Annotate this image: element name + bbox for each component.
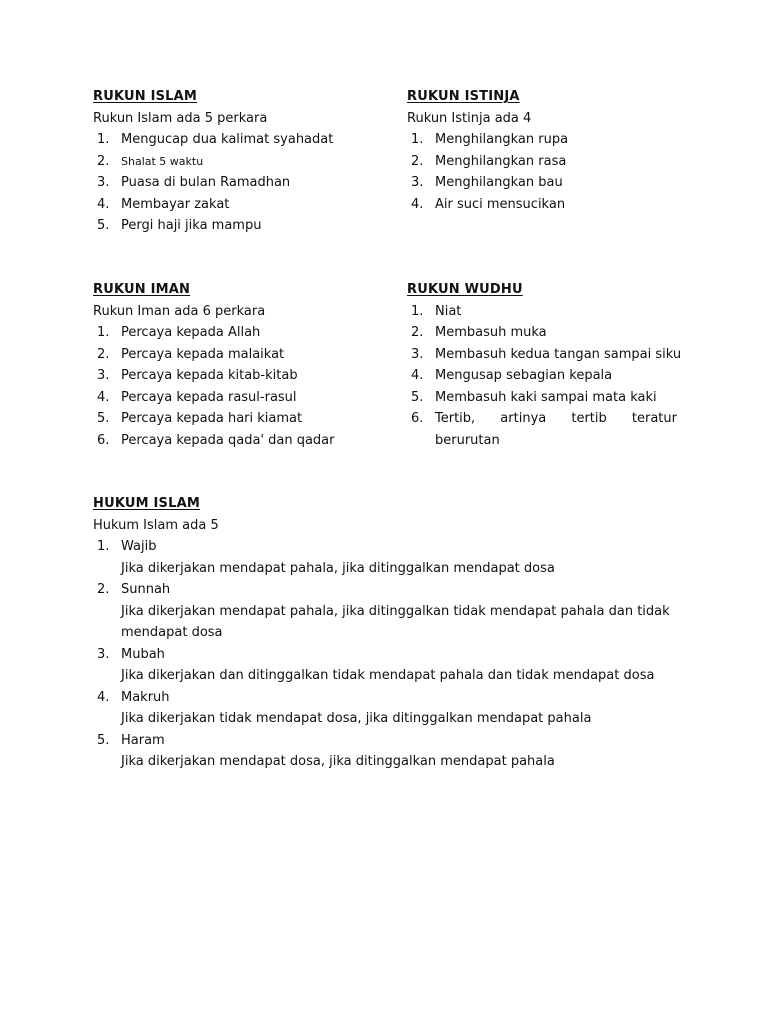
list-item	[407, 387, 677, 409]
section-intro: Rukun Iman ada 6 perkara	[93, 303, 266, 319]
item-number: 5.	[97, 218, 110, 233]
item-text: Membasuh kaki sampai mata kaki	[435, 389, 657, 405]
item-text: Membayar zakat	[121, 196, 230, 212]
item-text: Air suci mensucikan	[435, 196, 566, 212]
item-number: 4.	[97, 196, 110, 212]
item-text: Mengusap sebagian kepala	[435, 368, 613, 383]
item-number: 2.	[97, 153, 110, 169]
item-number: 2.	[411, 153, 424, 169]
item-text: Membasuh kedua tangan sampai siku	[435, 346, 682, 362]
item-number: 3.	[97, 368, 110, 383]
list-item	[93, 579, 683, 644]
list-item	[93, 172, 393, 194]
rukun-istinja-list	[407, 129, 677, 215]
section-heading: RUKUN WUDHU	[407, 282, 523, 297]
rukun-iman-section	[93, 279, 393, 451]
list-item	[407, 194, 677, 216]
item-body	[121, 730, 683, 773]
rukun-wudhu-section	[407, 279, 682, 451]
hukum-islam-section	[93, 493, 683, 773]
section-heading: RUKUN IMAN	[93, 282, 191, 297]
hukum-islam-list	[93, 536, 683, 773]
rukun-wudhu-list	[407, 301, 682, 452]
item-number: 2.	[97, 346, 110, 362]
list-item	[407, 172, 677, 194]
item-body	[121, 687, 683, 730]
item-number: 6.	[97, 432, 110, 448]
item-description: Jika dikerjakan tidak mendapat dosa, jika ditinggalkan mendapat pahala	[121, 711, 592, 726]
list-item	[93, 408, 393, 430]
item-text: Shalat 5 waktu	[121, 154, 204, 168]
item-text: Percaya kepada hari kiamat	[121, 411, 303, 426]
section-heading: RUKUN ISTINJA	[407, 89, 520, 104]
item-name: Sunnah	[121, 582, 171, 597]
list-item	[93, 344, 393, 366]
item-number: 1.	[97, 132, 110, 147]
list-item	[407, 344, 682, 366]
list-item	[93, 151, 393, 173]
item-number: 5.	[411, 389, 424, 405]
list-item	[407, 408, 677, 451]
item-number: 2.	[97, 582, 110, 597]
item-number: 6.	[411, 411, 424, 426]
section-intro: Rukun Istinja ada 4	[407, 110, 532, 126]
list-item	[93, 536, 683, 579]
section-heading: HUKUM ISLAM	[93, 496, 200, 511]
item-number: 1.	[411, 303, 424, 319]
section-intro: Rukun Islam ada 5 perkara	[93, 110, 268, 126]
item-description: Jika dikerjakan mendapat pahala, jika ditinggalkan mendapat dosa	[121, 560, 555, 576]
list-item	[407, 365, 677, 387]
list-item	[93, 387, 393, 409]
item-text: Percaya kepada rasul-rasul	[121, 389, 297, 405]
item-text: Menghilangkan bau	[435, 175, 563, 190]
item-number: 3.	[97, 646, 110, 662]
list-item	[407, 301, 677, 323]
rukun-islam-list	[93, 129, 393, 237]
item-text: Pergi haji jika mampu	[121, 218, 262, 233]
item-number: 3.	[411, 346, 424, 362]
list-item	[93, 430, 393, 452]
item-description: Jika dikerjakan dan ditinggalkan tidak mendapat pahala dan tidak mendapat dosa	[121, 668, 655, 683]
item-name: Makruh	[121, 689, 170, 705]
rukun-istinja-section	[407, 86, 677, 215]
list-item	[93, 215, 393, 237]
item-text: Percaya kepada Allah	[121, 325, 261, 340]
item-body	[121, 579, 683, 644]
item-body	[121, 536, 683, 579]
item-text: Mengucap dua kalimat syahadat	[121, 132, 334, 147]
item-text: Percaya kepada kitab-kitab	[121, 368, 298, 383]
list-item	[93, 730, 683, 773]
list-item	[93, 687, 683, 730]
item-text: Niat	[435, 303, 462, 319]
list-item	[93, 365, 393, 387]
item-description: Jika dikerjakan mendapat pahala, jika ditinggalkan tidak mendapat pahala dan tidak mendapat dosa	[121, 603, 670, 640]
list-item	[93, 129, 393, 151]
list-item	[407, 151, 677, 173]
item-text: Percaya kepada malaikat	[121, 346, 285, 362]
item-name: Mubah	[121, 646, 165, 662]
list-item	[93, 322, 393, 344]
item-text: Percaya kepada qada' dan qadar	[121, 432, 335, 448]
section-intro: Hukum Islam ada 5	[93, 517, 219, 533]
item-number: 1.	[411, 132, 424, 147]
list-item	[93, 194, 393, 216]
item-name: Wajib	[121, 539, 157, 554]
item-text: Puasa di bulan Ramadhan	[121, 175, 291, 190]
item-number: 4.	[97, 389, 110, 405]
item-number: 3.	[411, 175, 424, 190]
item-text: Tertib, artinya tertib teratur berurutan	[435, 411, 677, 448]
rukun-iman-list	[93, 322, 393, 451]
item-text: Menghilangkan rasa	[435, 153, 567, 169]
item-number: 5.	[97, 411, 110, 426]
item-number: 5.	[97, 732, 110, 748]
item-number: 1.	[97, 325, 110, 340]
item-number: 1.	[97, 539, 110, 554]
rukun-islam-section	[93, 86, 393, 237]
list-item	[407, 322, 677, 344]
item-description: Jika dikerjakan mendapat dosa, jika ditinggalkan mendapat pahala	[121, 754, 555, 769]
item-number: 3.	[97, 175, 110, 190]
item-body	[121, 644, 683, 687]
section-heading: RUKUN ISLAM	[93, 89, 198, 104]
list-item	[407, 129, 677, 151]
item-number: 4.	[411, 368, 424, 383]
item-text: Membasuh muka	[435, 325, 547, 340]
list-item	[93, 644, 683, 687]
item-name: Haram	[121, 732, 165, 748]
item-text: Menghilangkan rupa	[435, 132, 569, 147]
item-number: 4.	[411, 196, 424, 212]
item-number: 4.	[97, 689, 110, 705]
item-number: 2.	[411, 325, 424, 340]
